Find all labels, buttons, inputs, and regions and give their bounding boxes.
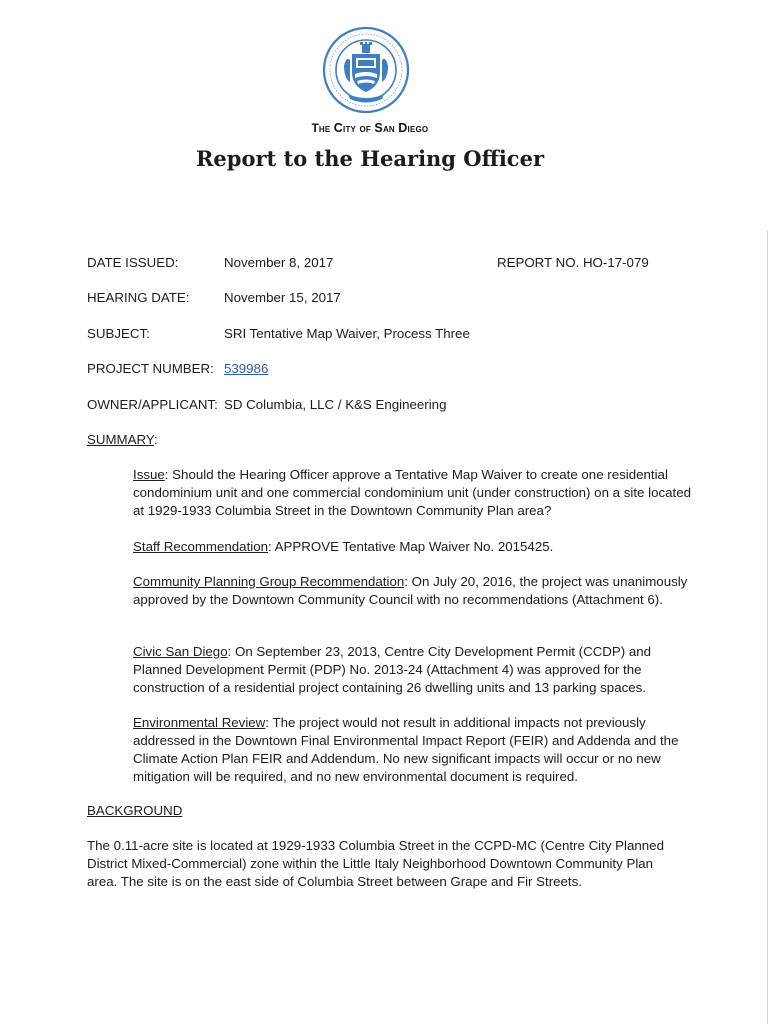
cpg-recommendation-paragraph (133, 573, 693, 609)
city-name-part: C (333, 121, 344, 135)
staff-recommendation-label: Staff Recommendation (133, 539, 269, 554)
city-name-part: D (398, 121, 408, 135)
hearing-date-label: HEARING DATE: (87, 290, 190, 305)
subject-value: SRI Tentative Map Waiver, Process Three (224, 326, 470, 341)
date-issued-value: November 8, 2017 (224, 255, 334, 270)
date-issued-label: DATE ISSUED: (87, 255, 179, 270)
environmental-review-paragraph (133, 714, 693, 786)
city-name-part: The (311, 123, 334, 135)
civic-san-diego-label: Civic San Diego (133, 644, 228, 659)
environmental-review-label: Environmental Review (133, 715, 266, 730)
civic-san-diego-text: : On September 23, 2013, Centre City Development Permit (CCDP) and Planned Development Permit (PDP) No. 2013-24 (Attachment 4) was approved for the construction of a residential project containing 26 dwelling units and 13 parking spaces. (133, 644, 652, 695)
project-number-label: PROJECT NUMBER: (87, 361, 214, 376)
civic-san-diego-paragraph (133, 643, 693, 697)
staff-recommendation-text: : APPROVE Tentative Map Waiver No. 2015425. (268, 539, 554, 554)
city-name-part: ity of (343, 123, 375, 135)
owner-applicant-value: SD Columbia, LLC / K&S Engineering (224, 397, 447, 412)
subject-label: SUBJECT: (87, 326, 150, 341)
city-name-part: S (374, 121, 383, 135)
city-name-part: an (382, 123, 399, 135)
cpg-recommendation-label: Community Planning Group Recommendation (133, 574, 405, 589)
staff-recommendation-paragraph (133, 538, 693, 556)
background-paragraph: The 0.11-acre site is located at 1929-1933 Columbia Street in the CCPD-MC (Centre City Planned District Mixed-Commercial) zone within the Little Italy Neighborhood Downtown Community Plan area. The site is on the east side of Columbia Street between Grape and Fir Streets. (87, 838, 664, 889)
project-number-link[interactable]: 539986 (224, 361, 269, 376)
city-name-part: iego (407, 123, 429, 135)
summary-heading (87, 432, 158, 447)
issue-label: Issue (133, 467, 165, 482)
city-name-heading (0, 121, 740, 135)
report-title: Report to the Hearing Officer (195, 146, 545, 171)
report-number: REPORT NO. HO-17-079 (497, 255, 649, 270)
city-seal-logo (322, 26, 410, 114)
issue-paragraph (133, 466, 693, 520)
background-heading: BACKGROUND (87, 803, 183, 818)
issue-text: : Should the Hearing Officer approve a Tentative Map Waiver to create one residential condominium unit and one commercial condominium unit (under construction) on a site located at 1929-1933 Columbia Street in the Downtown Community Plan area? (133, 467, 692, 518)
owner-applicant-label: OWNER/APPLICANT: (87, 397, 218, 412)
summary-heading-colon: : (154, 432, 158, 447)
summary-heading-text: SUMMARY (87, 432, 154, 447)
hearing-date-value: November 15, 2017 (224, 290, 341, 305)
scan-edge-divider (767, 230, 768, 1024)
environmental-review-text: : The project would not result in additional impacts not previously addressed in the Downtown Final Environmental Impact Report (FEIR) and Addenda and the Climate Action Plan FEIR and Addendum. No new significant impacts will occur or no new mitigation will be required, and no new environmental document is required. (133, 715, 679, 784)
cpg-recommendation-text: : On July 20, 2016, the project was unanimously approved by the Downtown Community Council with no recommendations (Attachment 6). (133, 574, 688, 607)
